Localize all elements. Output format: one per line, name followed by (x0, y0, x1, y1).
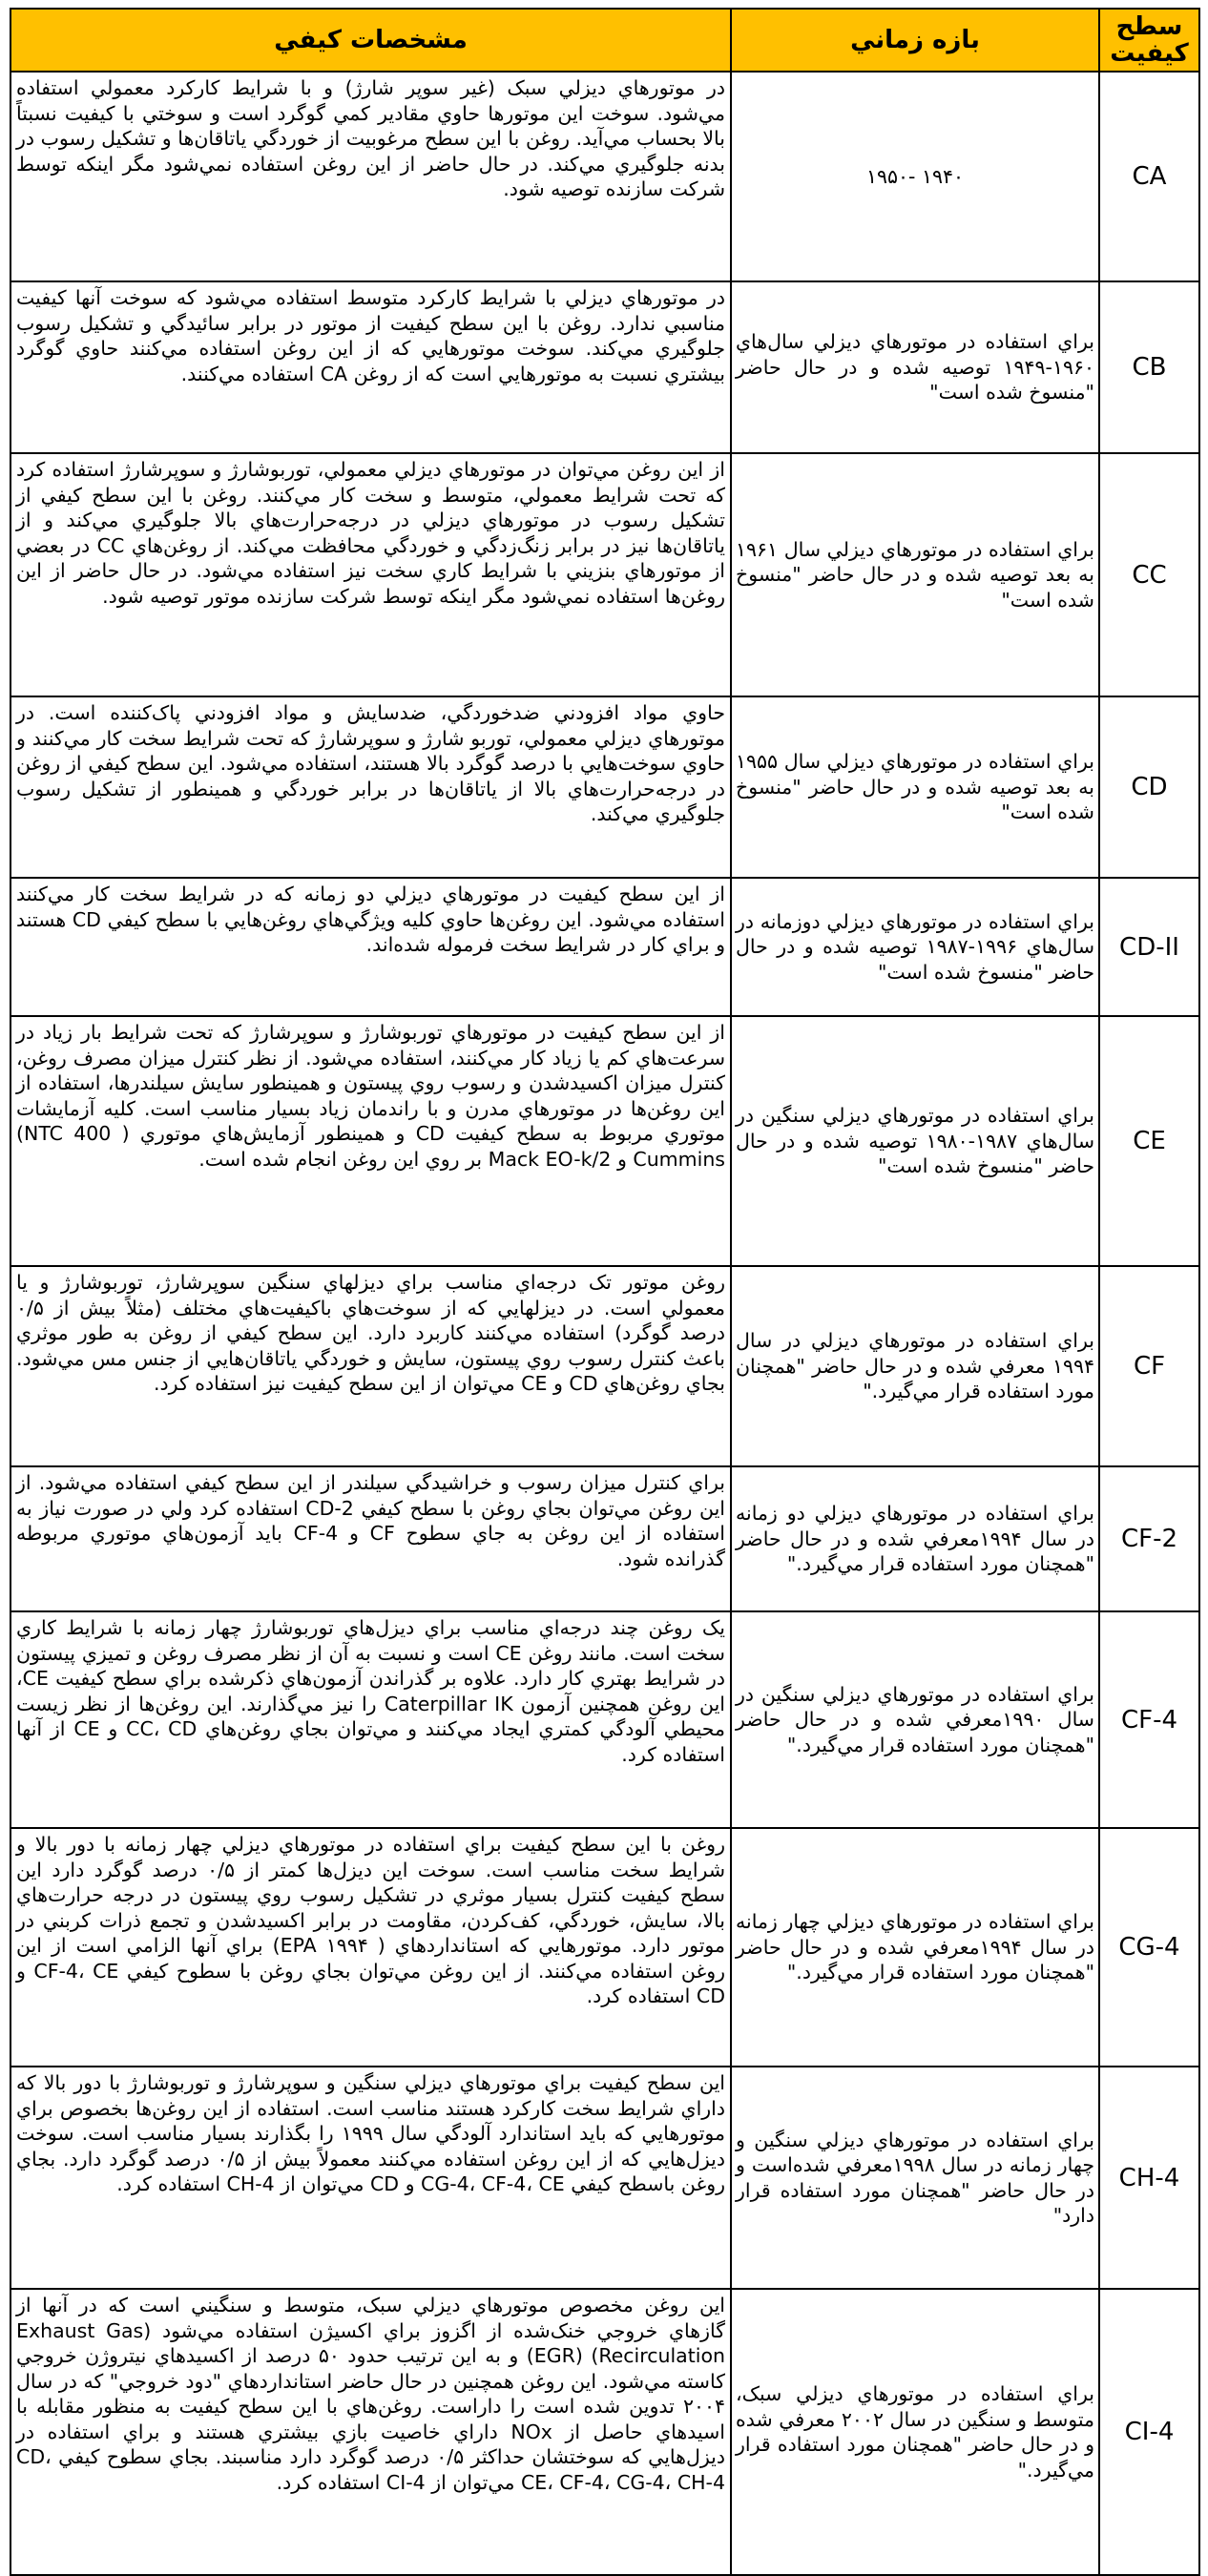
quality-spec-cell: در موتورهاي ديزلي با شرايط کارکرد متوسط استفاده مي‌شود که سوخت آنها کيفيت مناسبي ندارد. روغن با اين سطح کيفيت از موتور در برابر سائيدگي و تشکيل رسوب جلوگيري مي‌کند. سوخت موتورهايي که از اين روغن استفاده مي‌کنند حاوي گوگرد بيشتري نسبت به موتورهايي است که از روغن CA استفاده مي‌کنند. (10, 281, 731, 453)
time-period-cell: براي استفاده در موتورهاي ديزلي سنگين در سال‌هاي ۱۹۸۷-۱۹۸۰ توصيه شده و در حال حاضر "منسوخ شده است" (731, 1016, 1099, 1266)
quality-level-cell: CD (1099, 696, 1199, 878)
header-time-period: بازه زماني (731, 9, 1099, 72)
table-row-cf-2 (10, 1466, 1199, 1611)
time-period-cell: براي استفاده در موتورهاي ديزلي سال ۱۹۵۵ به بعد توصيه شده و در حال حاضر "منسوخ شده است" (731, 696, 1099, 878)
quality-level-cell: CC (1099, 453, 1199, 696)
quality-spec-cell: براي کنترل ميزان رسوب و خراشيدگي سيلندر از اين سطح کيفي استفاده مي‌شود. از اين روغن مي‌توان بجاي روغن با سطح کيفي CD-2 استفاده کرد ولي در صورت نياز به استفاده از اين روغن به جاي سطوح CF و CF-4 بايد آزمون‌هاي موتوري مربوطه گذرانده شود. (10, 1466, 731, 1611)
quality-spec-cell: يک روغن چند درجه‌اي مناسب براي ديزل‌هاي توربوشارژ چهار زمانه با شرايط کاري سخت است. مانند روغن CE است و نسبت به آن از نظر مصرف روغن و تميزي پيستون در شرايط بهتري کار دارد. علاوه بر گذراندن آزمون‌هاي ذکرشده براي سطح کيفيت CE، اين روغن همچنين آزمون Caterpillar IK را نيز مي‌گذارند. اين روغن‌ها از نظر زيست محيطي آلودگي کمتري ايجاد مي‌کنند و مي‌توان بجاي روغن‌هاي CC، CD و CE از آنها استفاده کرد. (10, 1611, 731, 1828)
table-row-cf (10, 1266, 1199, 1466)
quality-spec-cell: از اين سطح کيفيت در موتورهاي ديزلي دو زمانه که در شرايط سخت کار مي‌کنند استفاده مي‌شود. اين روغن‌ها حاوي کليه ويژگي‌هاي روغن‌هايي با سطح کيفي CD هستند و براي کار در شرايط سخت فرموله شده‌اند. (10, 878, 731, 1016)
quality-level-cell: CD-II (1099, 878, 1199, 1016)
quality-spec-cell: روغن با اين سطح کيفيت براي استفاده در موتورهاي ديزلي چهار زمانه با دور بالا و شرايط سخت مناسب است. سوخت اين ديزل‌ها کمتر از ۰/۵ درصد گوگرد دارد اين سطح کيفيت کنترل بسيار موثري در تشکيل رسوب روي پيستون در درجه حرارت‌هاي بالا، سايش، خوردگي، کف‌کردن، مقاومت در برابر اکسيدشدن و تجمع ذرات کربني در موتور دارد. موتورهايي که استانداردهاي ( EPA ۱۹۹۴) براي آنها الزامي است از اين روغن استفاده مي‌کنند. از اين روغن مي‌توان بجاي روغن با سطوح کيفي CF-4، CE و CD استفاده کرد. (10, 1828, 731, 2067)
table-row-cf-4 (10, 1611, 1199, 1828)
header-quality-level: سطح کیفیت (1099, 9, 1199, 72)
time-period-cell: براي استفاده در موتورهاي ديزلي در سال ۱۹۹۴ معرفي شده و در حال حاضر "همچنان مورد استفاده قرار مي‌گيرد." (731, 1266, 1099, 1466)
quality-spec-cell: از اين روغن مي‌توان در موتورهاي ديزلي معمولي، توربوشارژ و سوپرشارژ استفاده کرد که تحت شرايط معمولي، متوسط و سخت کار مي‌کنند. روغن با اين سطح کيفي از تشکيل رسوب در موتورهاي ديزلي در درجه‌حرارت‌هاي بالا جلوگيري مي‌کند و از ياتاقان‌ها نيز در برابر زنگ‌زدگي و خوردگي محافظت مي‌کند. از روغن‌هاي CC در بعضي از موتورهاي بنزيني با شرايط کاري سخت نيز استفاده مي‌شود. در حال حاضر از اين روغن‌ها استفاده نمي‌شود مگر اينکه توسط شرکت سازنده موتور توصيه شود. (10, 453, 731, 696)
quality-level-cell: CB (1099, 281, 1199, 453)
table-row-ci-4 (10, 2289, 1199, 2575)
quality-level-cell: CF-2 (1099, 1466, 1199, 1611)
time-period-cell: براي استفاده در موتورهاي ديزلي دوزمانه در سال‌هاي ۱۹۹۶-۱۹۸۷ توصيه شده و در حال حاضر "منسوخ شده است" (731, 878, 1099, 1016)
table-row-cd (10, 696, 1199, 878)
time-period-cell: براي استفاده در موتورهاي ديزلي دو زمانه در سال ۱۹۹۴معرفي شده و در حال حاضر "همچنان مورد استفاده قرار مي‌گيرد." (731, 1466, 1099, 1611)
quality-level-cell: CF-4 (1099, 1611, 1199, 1828)
time-period-cell: براي استفاده در موتورهاي ديزلي سنگين و چهار زمانه در سال ۱۹۹۸معرفي شده‌است و در حال حاضر "همچنان مورد استفاده قرار دارد" (731, 2067, 1099, 2289)
quality-spec-cell: اين روغن مخصوص موتورهاي ديزلي سبک، متوسط و سنگيني است که در آنها از گازهاي خروجي خنک‌شده از اگزوز براي اکسيژن استفاده مي‌شود (Exhaust Gas Recirculation) (EGR) و به اين ترتيب حدود ۵۰ درصد از اکسيدهاي نيتروژن خروجي کاسته مي‌شود. اين روغن همچنين در حال حاضر استانداردهاي "دود خروجي" که در سال ۲۰۰۴ تدوين شده است را داراست. روغن‌هاي با اين سطح کيفيت به منظور مقابله با اسيدهاي حاصل از NOx داراي خاصيت بازي بيشتري هستند و براي استفاده در ديزل‌هايي که سوختشان حداکثر ۰/۵ درصد گوگرد دارد مناسبند. بجاي سطوح کيفي CD، CE، CF-4، CG-4، CH-4 مي‌توان از CI-4 استفاده کرد. (10, 2289, 731, 2575)
table-row-ca (10, 72, 1199, 281)
table-row-cb (10, 281, 1199, 453)
table-row-cd-ii (10, 878, 1199, 1016)
quality-spec-cell: در موتورهاي ديزلي سبک (غير سوپر شارژ) و با شرايط کارکرد معمولي استفاده مي‌شود. سوخت اين موتورها حاوي مقادير کمي گوگرد است و سوختي با کيفيت نسبتاً بالا بحساب مي‌آيد. روغن با اين سطح مرغوبيت از خوردگي ياتاقان‌ها و تشکيل رسوب در بدنه جلوگيري مي‌کند. در حال حاضر از اين روغن استفاده نمي‌شود مگر اينکه توسط شرکت سازنده توصيه شود. (10, 72, 731, 281)
time-period-cell: براي استفاده در موتورهاي ديزلي سبک، متوسط و سنگين در سال ۲۰۰۲ معرفي شده و در حال حاضر "همچنان مورد استفاده قرار مي‌گيرد." (731, 2289, 1099, 2575)
oil-quality-table (10, 8, 1200, 2576)
time-period-cell: براي استفاده در موتورهاي ديزلي چهار زمانه در سال ۱۹۹۴معرفي شده و در حال حاضر "همچنان مورد استفاده قرار مي‌گيرد." (731, 1828, 1099, 2067)
time-period-cell: براي استفاده در موتورهاي ديزلي سال‌هاي ۱۹۶۰-۱۹۴۹ توصيه شده و در حال حاضر "منسوخ شده است" (731, 281, 1099, 453)
time-period-cell: براي استفاده در موتورهاي ديزلي سال ۱۹۶۱ به بعد توصيه شده و در حال حاضر "منسوخ شده است" (731, 453, 1099, 696)
table-row-cg-4 (10, 1828, 1199, 2067)
quality-spec-cell: اين سطح کيفيت براي موتورهاي ديزلي سنگين و سوپرشارژ و توربوشارژ با دور بالا که داراي شرايط سخت کارکرد هستند مناسب است. استفاده از اين روغن‌ها بخصوص براي موتورهايي که بايد استاندارد آلودگي سال ۱۹۹۹ را بگذارند بسيار مناسب است. سوخت ديزل‌هايي که از اين روغن استفاده مي‌کنند معمولاً بيش از ۰/۵ درصد گوگرد دارد. بجاي روغن باسطح کيفي CG-4، CF-4، CE و CD مي‌توان از CH-4 استفاده کرد. (10, 2067, 731, 2289)
quality-spec-cell: روغن موتور تک درجه‌اي مناسب براي ديزلهاي سنگين سوپرشارژ، توربوشارژ و يا معمولي است. در ديزلهايي که از سوخت‌هاي باکيفيت‌هاي مختلف (مثلاً بيش از ۰/۵ درصد گوگرد) استفاده مي‌کنند کاربرد دارد. اين سطح کيفي از روغن به طور موثري باعث کنترل رسوب روي پيستون، سايش و خوردگي ياتاقان‌هايي از جنس مس مي‌شود. بجاي روغن‌هاي CD و CE مي‌توان از اين سطح کيفيت نيز استفاده کرد. (10, 1266, 731, 1466)
quality-level-cell: CF (1099, 1266, 1199, 1466)
header-quality-spec: مشخصات کیفي (10, 9, 731, 72)
quality-level-cell: CH-4 (1099, 2067, 1199, 2289)
quality-level-cell: CA (1099, 72, 1199, 281)
time-period-cell: ۱۹۴۰ -۱۹۵۰ (731, 72, 1099, 281)
quality-spec-cell: حاوي مواد افزودني ضدخوردگي، ضدسايش و مواد افزودني پاک‌کننده است. در موتورهاي ديزلي معمولي، توربو شارژ و سوپرشارژ که تحت شرايط سخت کار مي‌کنند و حاوي سوخت‌هايي با درصد گوگرد بالا هستند، استفاده مي‌شود. اين سطح کيفي از روغن در درجه‌حرارت‌هاي بالا از ياتاقان‌ها در برابر خوردگي و همينطور از تشکيل رسوب جلوگيري مي‌کند. (10, 696, 731, 878)
table-header-row (10, 9, 1199, 72)
quality-level-cell: CI-4 (1099, 2289, 1199, 2575)
quality-spec-cell: از اين سطح کيفيت در موتورهاي توربوشارژ و سوپرشارژ که تحت شرايط بار زياد در سرعت‌هاي کم يا زياد کار مي‌کنند، استفاده مي‌شود. از نظر کنترل ميزان مصرف روغن، کنترل ميزان اکسيدشدن و رسوب روي پيستون و همينطور سايش سيلندرها، استفاده از اين روغن‌ها در موتورهاي مدرن و با راندمان زياد بسيار مناسب است. کليه آزمايشات موتوري مربوط به سطح کيفيت CD و همينطور آزمايش‌هاي موتوري ( NTC 400) Cummins و Mack EO-k/2 بر روي اين روغن انجام شده است. (10, 1016, 731, 1266)
table-row-ch-4 (10, 2067, 1199, 2289)
time-period-cell: براي استفاده در موتورهاي ديزلي سنگين در سال ۱۹۹۰معرفي شده و در حال حاضر "همچنان مورد استفاده قرار مي‌گيرد." (731, 1611, 1099, 1828)
quality-level-cell: CE (1099, 1016, 1199, 1266)
table-row-ce (10, 1016, 1199, 1266)
table-row-cc (10, 453, 1199, 696)
quality-level-cell: CG-4 (1099, 1828, 1199, 2067)
